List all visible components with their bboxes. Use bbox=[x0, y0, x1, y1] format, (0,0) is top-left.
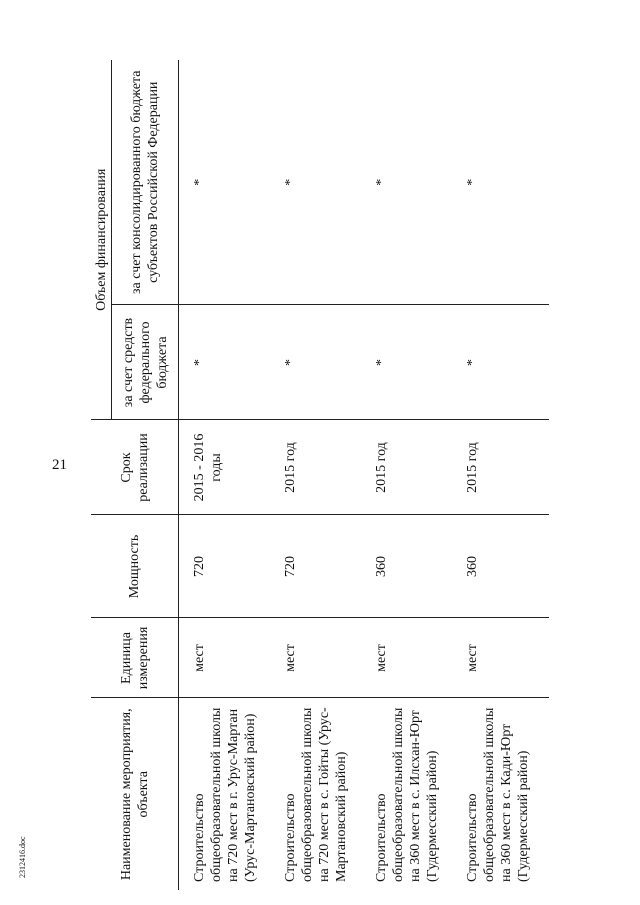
page-number: 21 bbox=[52, 457, 67, 473]
cell-unit: мест bbox=[458, 618, 549, 698]
cell-federal: * bbox=[179, 305, 277, 420]
cell-period: 2015 год bbox=[276, 420, 367, 515]
cell-capacity: 720 bbox=[276, 515, 367, 618]
header-regional: за счет консолидированного бюджета субъектов Российской Федерации bbox=[112, 60, 179, 305]
cell-unit: мест bbox=[179, 618, 277, 698]
cell-unit: мест bbox=[367, 618, 458, 698]
header-unit: Единица измерения bbox=[91, 618, 179, 698]
cell-federal: * bbox=[458, 305, 549, 420]
cell-federal: * bbox=[276, 305, 367, 420]
header-funding-group: Объем финансирования bbox=[91, 60, 112, 420]
cell-regional: * bbox=[465, 178, 480, 186]
cell-name: Строительство общеобразовательной школы на 360 мест в с. Илсхан-Юрт (Гудермесский район) bbox=[367, 698, 458, 890]
funding-table bbox=[91, 60, 549, 890]
cell-period: 2015 год bbox=[458, 420, 549, 515]
cell-regional: * bbox=[374, 178, 389, 186]
footer-document-code: 2312416.doc bbox=[18, 836, 27, 878]
cell-name: Строительство общеобразовательной школы на 720 мест в с. Гойты (Урус-Мартановский район) bbox=[276, 698, 367, 890]
cell-unit: мест bbox=[276, 618, 367, 698]
header-name: Наименование мероприятия, объекта bbox=[91, 698, 179, 890]
header-capacity: Мощность bbox=[91, 515, 179, 618]
table-row bbox=[367, 60, 458, 890]
cell-capacity: 360 bbox=[458, 515, 549, 618]
cell-name: Строительство общеобразовательной школы на 720 мест в г. Урус-Мартан (Урус-Мартановский район) bbox=[179, 698, 277, 890]
cell-period: 2015 - 2016 годы bbox=[179, 420, 277, 515]
table-row bbox=[458, 60, 549, 890]
cell-regional: * bbox=[283, 178, 298, 186]
header-period: Срок реализации bbox=[91, 420, 179, 515]
rotated-table-container bbox=[91, 60, 571, 890]
table-row bbox=[179, 60, 277, 890]
table-row bbox=[276, 60, 367, 890]
header-federal: за счет средств федерального бюджета bbox=[112, 305, 179, 420]
cell-federal: * bbox=[367, 305, 458, 420]
cell-capacity: 360 bbox=[367, 515, 458, 618]
cell-period: 2015 год bbox=[367, 420, 458, 515]
cell-regional: * bbox=[192, 178, 207, 186]
cell-name: Строительство общеобразовательной школы на 360 мест в с. Кади-Юрт (Гудермесский район) bbox=[458, 698, 549, 890]
cell-capacity: 720 bbox=[179, 515, 277, 618]
